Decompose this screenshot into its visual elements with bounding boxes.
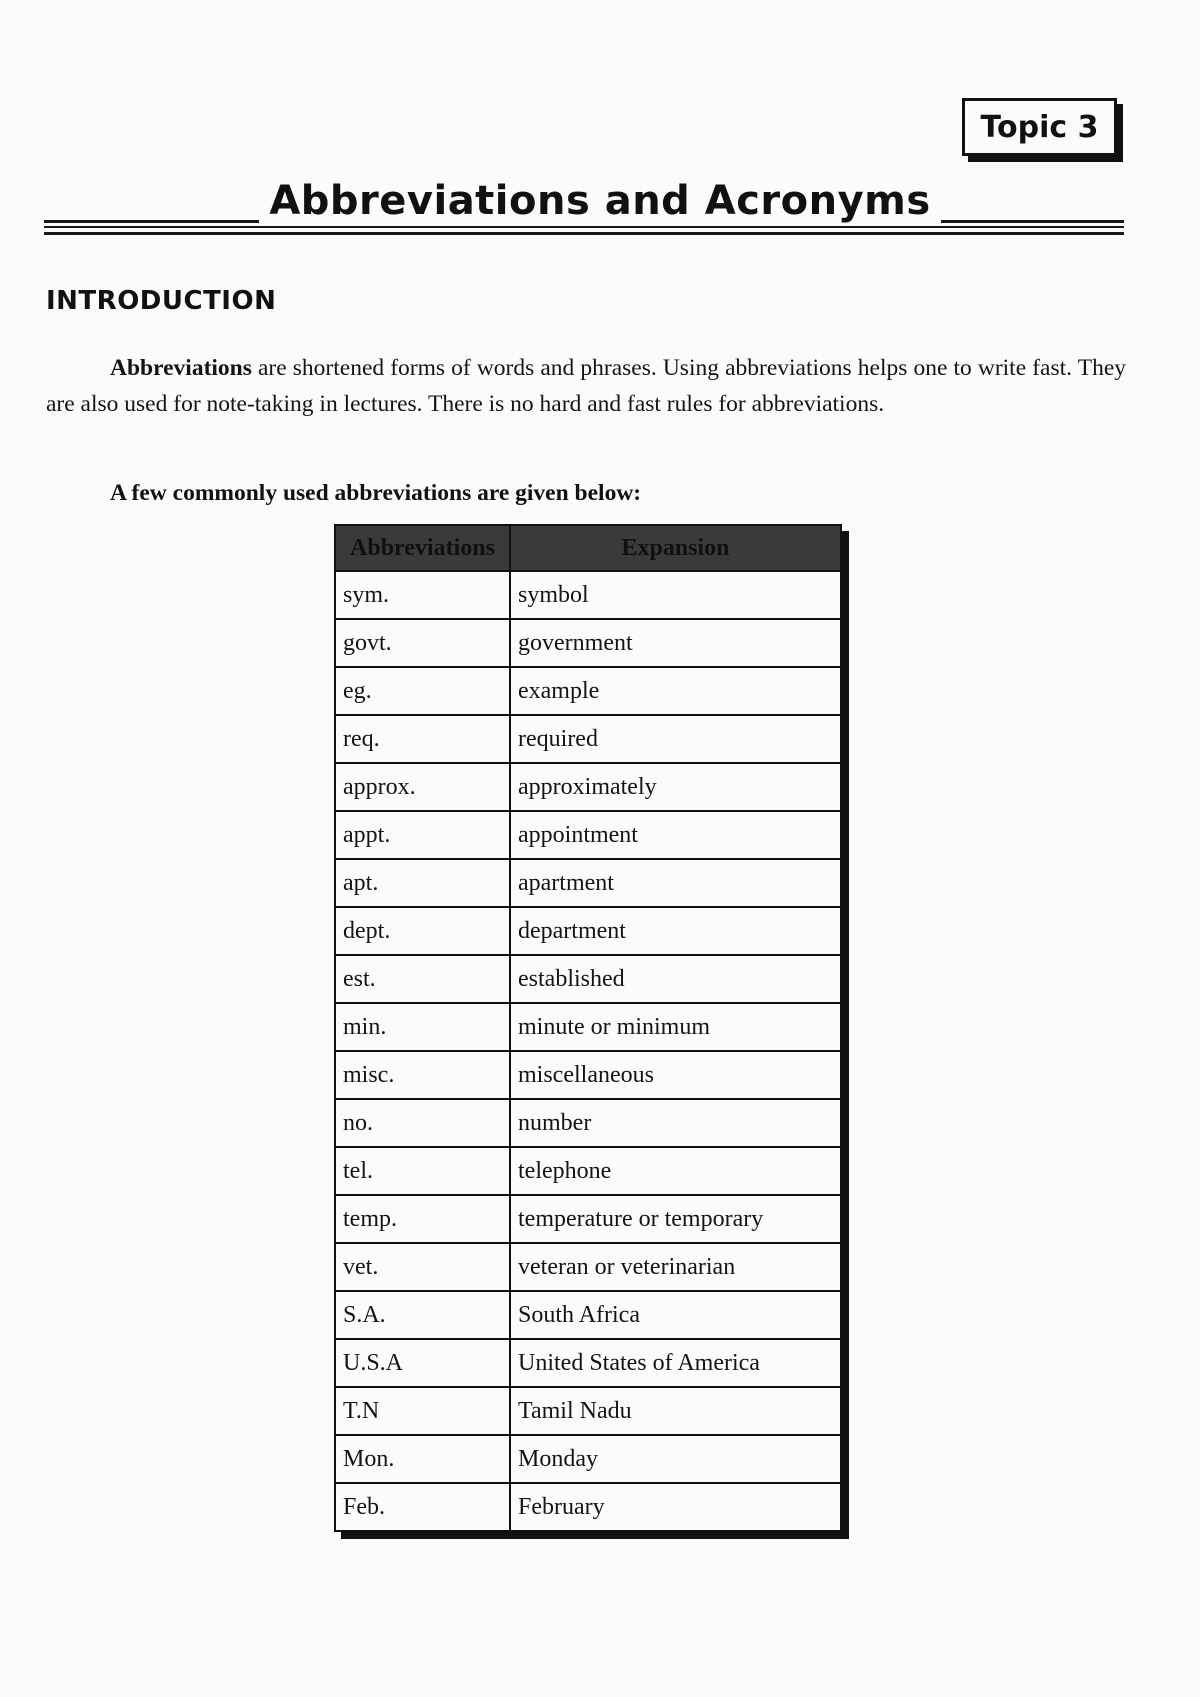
- abbreviation-cell: misc.: [335, 1051, 510, 1099]
- page-title-text: Abbreviations and Acronyms: [259, 178, 940, 224]
- expansion-cell: February: [510, 1483, 841, 1531]
- section-heading: INTRODUCTION: [46, 286, 277, 316]
- table-row: [335, 667, 841, 715]
- abbreviation-cell: tel.: [335, 1147, 510, 1195]
- expansion-cell: government: [510, 619, 841, 667]
- title-rule-bottom: [44, 232, 1124, 235]
- table-body: [335, 571, 841, 1531]
- expansion-cell: Monday: [510, 1435, 841, 1483]
- table-row: [335, 955, 841, 1003]
- table-row: [335, 1435, 841, 1483]
- header-expansion: Expansion: [510, 525, 841, 571]
- table-row: [335, 1291, 841, 1339]
- abbreviation-cell: no.: [335, 1099, 510, 1147]
- topic-label: Topic 3: [962, 98, 1117, 156]
- abbreviation-cell: temp.: [335, 1195, 510, 1243]
- table-row: [335, 1051, 841, 1099]
- table-row: [335, 1483, 841, 1531]
- abbreviation-cell: sym.: [335, 571, 510, 619]
- expansion-cell: apartment: [510, 859, 841, 907]
- abbreviation-cell: req.: [335, 715, 510, 763]
- abbreviation-cell: U.S.A: [335, 1339, 510, 1387]
- expansion-cell: Tamil Nadu: [510, 1387, 841, 1435]
- abbreviation-cell: Feb.: [335, 1483, 510, 1531]
- table-row: [335, 1339, 841, 1387]
- table-row: [335, 811, 841, 859]
- expansion-cell: United States of America: [510, 1339, 841, 1387]
- intro-body-text: are shortened forms of words and phrases. Using abbreviations helps one to write fast. They are also used for note-taking in lectures. There is no hard and fast rules for abbreviations.: [46, 355, 1126, 417]
- intro-paragraph: [46, 350, 1126, 422]
- abbreviation-cell: T.N: [335, 1387, 510, 1435]
- expansion-cell: telephone: [510, 1147, 841, 1195]
- abbreviation-cell: eg.: [335, 667, 510, 715]
- expansion-cell: number: [510, 1099, 841, 1147]
- expansion-cell: temperature or temporary: [510, 1195, 841, 1243]
- expansion-cell: example: [510, 667, 841, 715]
- table-header-row: [335, 525, 841, 571]
- abbreviation-cell: govt.: [335, 619, 510, 667]
- abbreviation-cell: appt.: [335, 811, 510, 859]
- expansion-cell: minute or minimum: [510, 1003, 841, 1051]
- abbreviations-table: [334, 524, 842, 1532]
- title-rule-middle: [44, 226, 1124, 228]
- abbreviation-cell: S.A.: [335, 1291, 510, 1339]
- abbreviation-cell: approx.: [335, 763, 510, 811]
- expansion-cell: veteran or veterinarian: [510, 1243, 841, 1291]
- table-row: [335, 763, 841, 811]
- expansion-cell: approximately: [510, 763, 841, 811]
- table-row: [335, 1387, 841, 1435]
- table-row: [335, 619, 841, 667]
- header-abbreviations: Abbreviations: [335, 525, 510, 571]
- abbreviation-cell: vet.: [335, 1243, 510, 1291]
- table-row: [335, 1099, 841, 1147]
- table-row: [335, 1195, 841, 1243]
- expansion-cell: symbol: [510, 571, 841, 619]
- expansion-cell: established: [510, 955, 841, 1003]
- expansion-cell: required: [510, 715, 841, 763]
- intro-lead-term: Abbreviations: [110, 355, 252, 381]
- abbreviation-cell: dept.: [335, 907, 510, 955]
- expansion-cell: miscellaneous: [510, 1051, 841, 1099]
- expansion-cell: department: [510, 907, 841, 955]
- table-row: [335, 1003, 841, 1051]
- table-row: [335, 1147, 841, 1195]
- table-row: [335, 859, 841, 907]
- abbreviation-cell: min.: [335, 1003, 510, 1051]
- table-row: [335, 571, 841, 619]
- table-row: [335, 715, 841, 763]
- abbreviation-cell: apt.: [335, 859, 510, 907]
- abbreviation-cell: est.: [335, 955, 510, 1003]
- page-title: [0, 178, 1200, 224]
- table-row: [335, 1243, 841, 1291]
- expansion-cell: appointment: [510, 811, 841, 859]
- list-intro: A few commonly used abbreviations are given below:: [110, 480, 642, 506]
- abbreviation-cell: Mon.: [335, 1435, 510, 1483]
- table-row: [335, 907, 841, 955]
- expansion-cell: South Africa: [510, 1291, 841, 1339]
